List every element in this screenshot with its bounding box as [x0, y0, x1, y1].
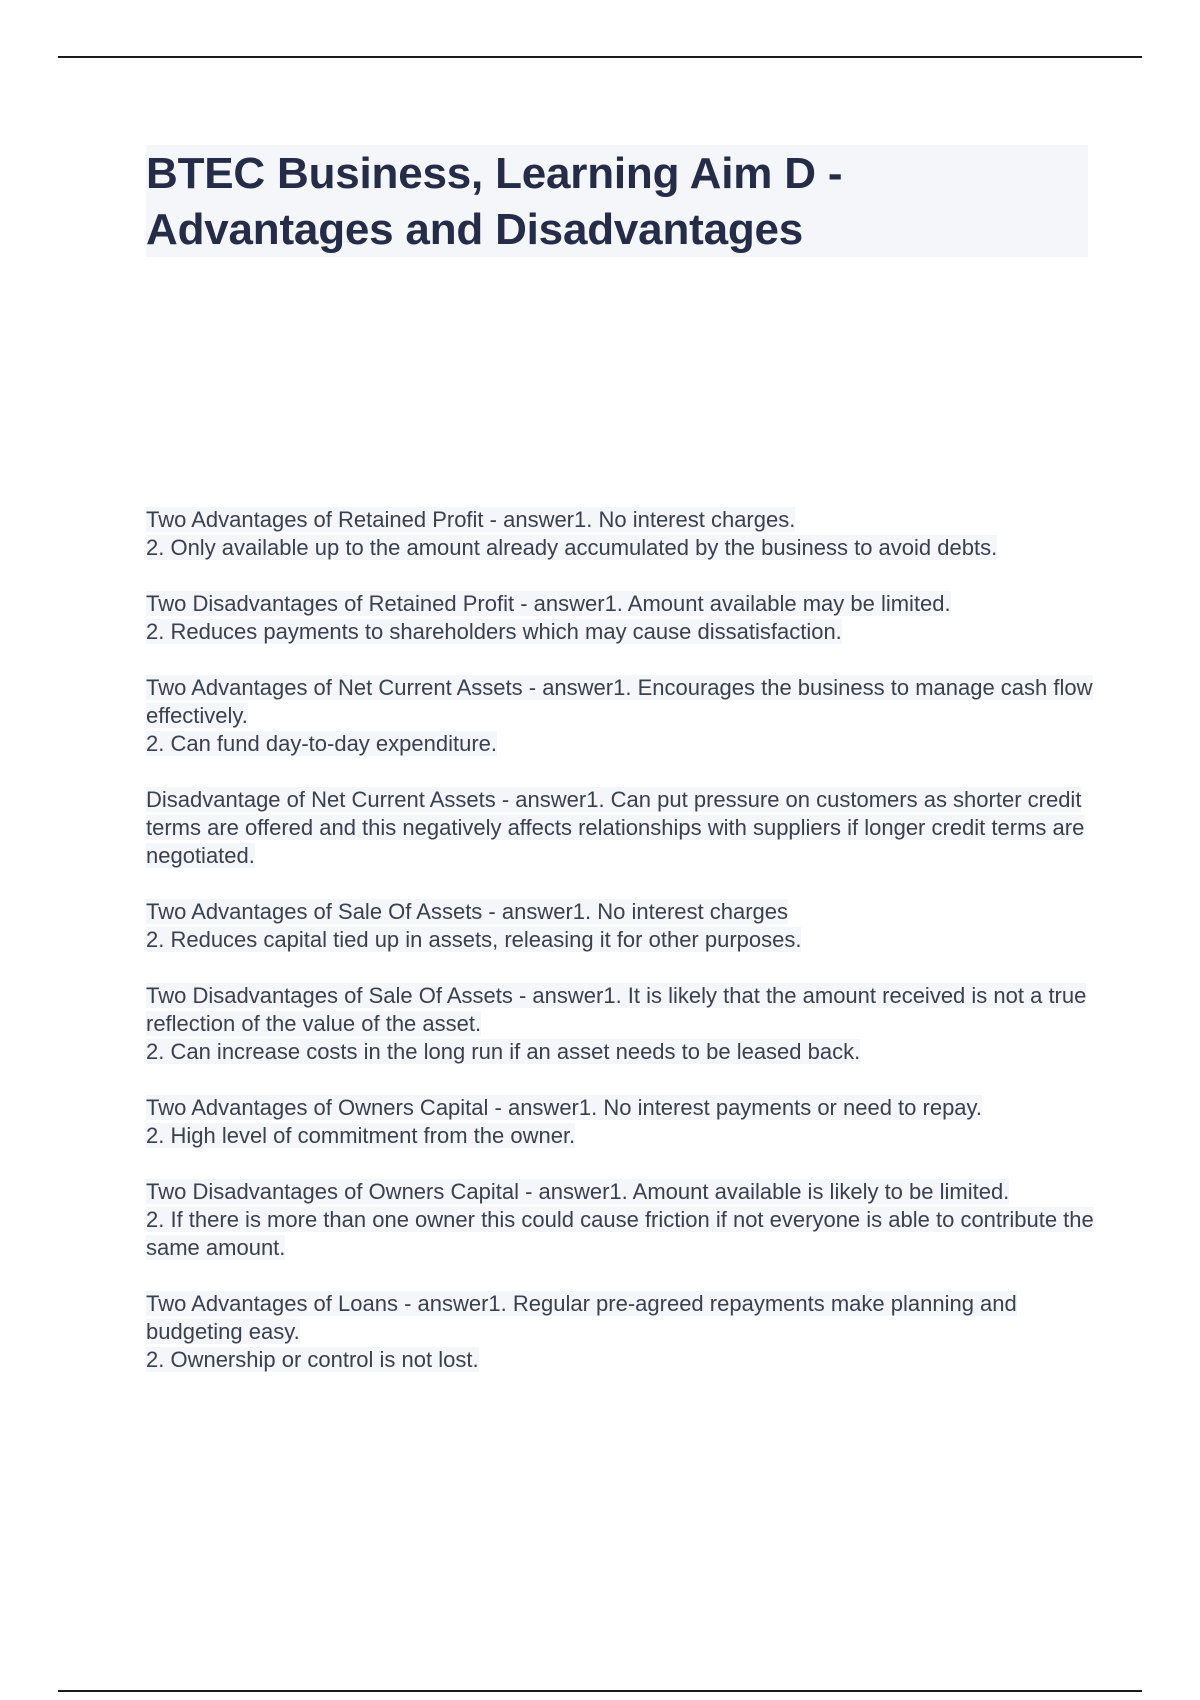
qa-item-retained-profit-advantages [146, 506, 1096, 562]
qa-item-owners-capital-disadvantages [146, 1178, 1096, 1262]
qa-question-answer: Two Disadvantages of Owners Capital - answer1. Amount available is likely to be limited. [146, 1179, 1010, 1204]
qa-question-answer: Two Disadvantages of Retained Profit - answer1. Amount available may be limited. [146, 591, 951, 616]
qa-item-retained-profit-disadvantages [146, 590, 1096, 646]
qa-question-answer: Two Advantages of Net Current Assets - answer1. Encourages the business to manage cash flow effectively. [146, 675, 1093, 728]
qa-item-owners-capital-advantages [146, 1094, 1096, 1150]
qa-answer-point: 2. Ownership or control is not lost. [146, 1347, 479, 1372]
page-title: BTEC Business, Learning Aim D - Advantages and Disadvantages [146, 149, 843, 254]
qa-answer-point: 2. Can fund day-to-day expenditure. [146, 731, 498, 756]
qa-answer-point: 2. Reduces capital tied up in assets, releasing it for other purposes. [146, 927, 802, 952]
qa-item-net-current-assets-advantages [146, 674, 1096, 758]
qa-item-sale-of-assets-advantages [146, 898, 1096, 954]
top-divider [58, 56, 1142, 58]
qa-answer-point: 2. If there is more than one owner this could cause friction if not everyone is able to contribute the same amount. [146, 1207, 1094, 1260]
qa-answer-point: 2. Can increase costs in the long run if an asset needs to be leased back. [146, 1039, 861, 1064]
qa-question-answer: Two Disadvantages of Sale Of Assets - answer1. It is likely that the amount received is not a true reflection of the value of the asset. [146, 983, 1087, 1036]
qa-question-answer: Two Advantages of Sale Of Assets - answer1. No interest charges [146, 899, 788, 924]
qa-answer-point: 2. Reduces payments to shareholders which may cause dissatisfaction. [146, 619, 842, 644]
qa-question-answer: Two Advantages of Loans - answer1. Regular pre-agreed repayments make planning and budgeting easy. [146, 1291, 1017, 1344]
qa-answer-point: 2. High level of commitment from the owner. [146, 1123, 576, 1148]
qa-item-sale-of-assets-disadvantages [146, 982, 1096, 1066]
bottom-divider [58, 1690, 1142, 1692]
qa-question-answer: Two Advantages of Retained Profit - answer1. No interest charges. [146, 507, 796, 532]
qa-list [146, 506, 1096, 1402]
qa-answer-point: 2. Only available up to the amount already accumulated by the business to avoid debts. [146, 535, 998, 560]
qa-item-loans-advantages [146, 1290, 1096, 1374]
qa-question-answer: Two Advantages of Owners Capital - answer1. No interest payments or need to repay. [146, 1095, 983, 1120]
qa-question-answer: Disadvantage of Net Current Assets - answer1. Can put pressure on customers as shorter credit terms are offered and this negatively affects relationships with suppliers if longer credit terms are negotiated. [146, 787, 1085, 868]
qa-item-net-current-assets-disadvantage [146, 786, 1096, 870]
